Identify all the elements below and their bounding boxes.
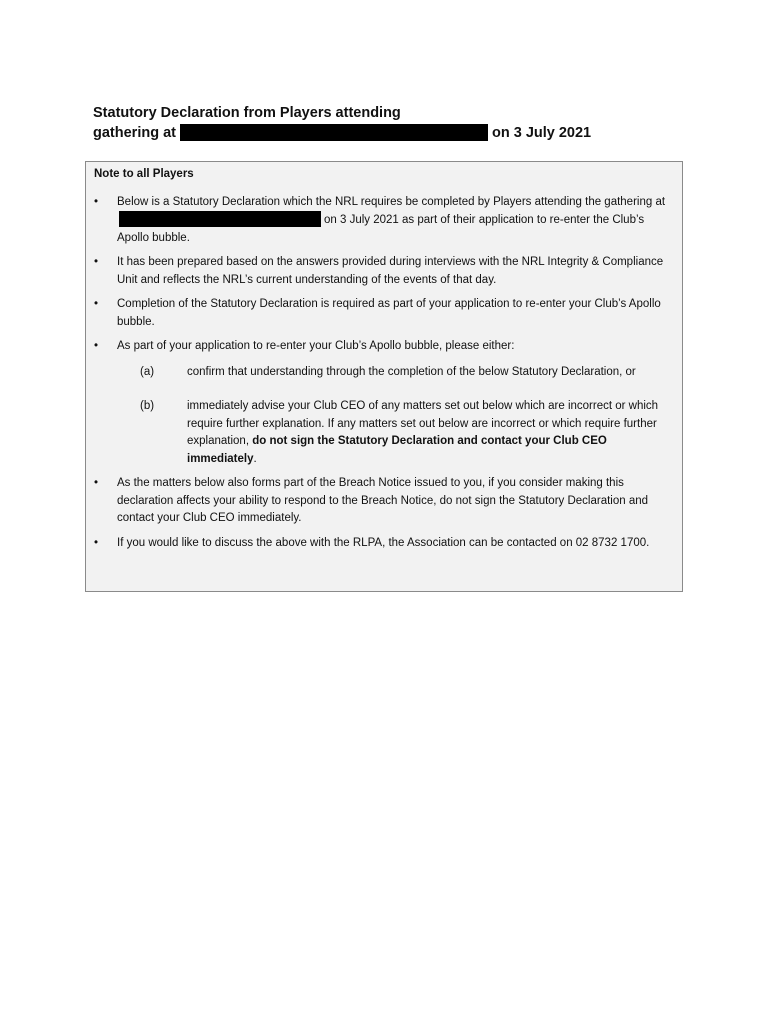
bullet-text: As the matters below also forms part of the Breach Notice issued to you, if you consider making this declaration affects your ability to respond to the Breach Notice, do not sign the Statutory Declaration and contact your Club CEO immediately. <box>117 477 649 525</box>
sub-item-end: . <box>253 452 257 465</box>
title-gathering-at: gathering at <box>93 125 176 141</box>
sub-item-bold-text: do not sign the Statutory Declaration and contact your Club CEO immediately <box>187 435 607 465</box>
bullet-text-continued: on 3 July 2021 as part of their application to re-enter the Club’s Apollo bubble. <box>117 214 645 244</box>
list-item <box>94 338 670 468</box>
title-line-2 <box>93 123 693 143</box>
note-heading: Note to all Players <box>94 168 194 180</box>
bullet-text: Below is a Statutory Declaration which the NRL requires be completed by Players attending the gathering at <box>117 195 666 208</box>
bullet-text: It has been prepared based on the answers provided during interviews with the NRL Integrity & Compliance Unit and reflects the NRL’s current understanding of the events of that day. <box>117 256 664 286</box>
bullet-icon: • <box>94 536 99 549</box>
bullet-icon: • <box>94 340 99 353</box>
bullet-icon: • <box>94 477 99 490</box>
note-bullet-list <box>94 194 670 553</box>
list-item <box>94 535 670 553</box>
redaction-block <box>180 124 488 141</box>
document-title <box>93 103 693 143</box>
sub-item-marker: (b) <box>140 400 155 413</box>
redaction-block <box>119 211 321 227</box>
bullet-text: As part of your application to re-enter your Club’s Apollo bubble, please either: <box>117 340 515 353</box>
sub-item-text: confirm that understanding through the completion of the below Statutory Declaration, or <box>187 365 636 378</box>
bullet-text: If you would like to discuss the above with the RLPA, the Association can be contacted on 02 8732 1700. <box>117 536 650 549</box>
title-date: on 3 July 2021 <box>491 125 592 141</box>
bullet-icon: • <box>94 298 99 311</box>
bullet-icon: • <box>94 256 99 269</box>
title-line-1: Statutory Declaration from Players attending <box>93 105 401 121</box>
sub-item-a <box>117 364 670 382</box>
bullet-text: Completion of the Statutory Declaration is required as part of your application to re-enter your Club’s Apollo bubble. <box>117 298 661 328</box>
list-item <box>94 254 670 289</box>
sub-item-text: immediately advise your Club CEO of any matters set out below which are incorrect or which require further explanation. If any matters set out below are incorrect or which require further explanation, <box>187 400 659 448</box>
bullet-icon: • <box>94 195 99 208</box>
list-item <box>94 475 670 528</box>
note-box <box>85 161 683 592</box>
sub-item-b <box>117 398 670 468</box>
list-item <box>94 296 670 331</box>
sub-item-marker: (a) <box>140 365 155 378</box>
list-item <box>94 194 670 248</box>
